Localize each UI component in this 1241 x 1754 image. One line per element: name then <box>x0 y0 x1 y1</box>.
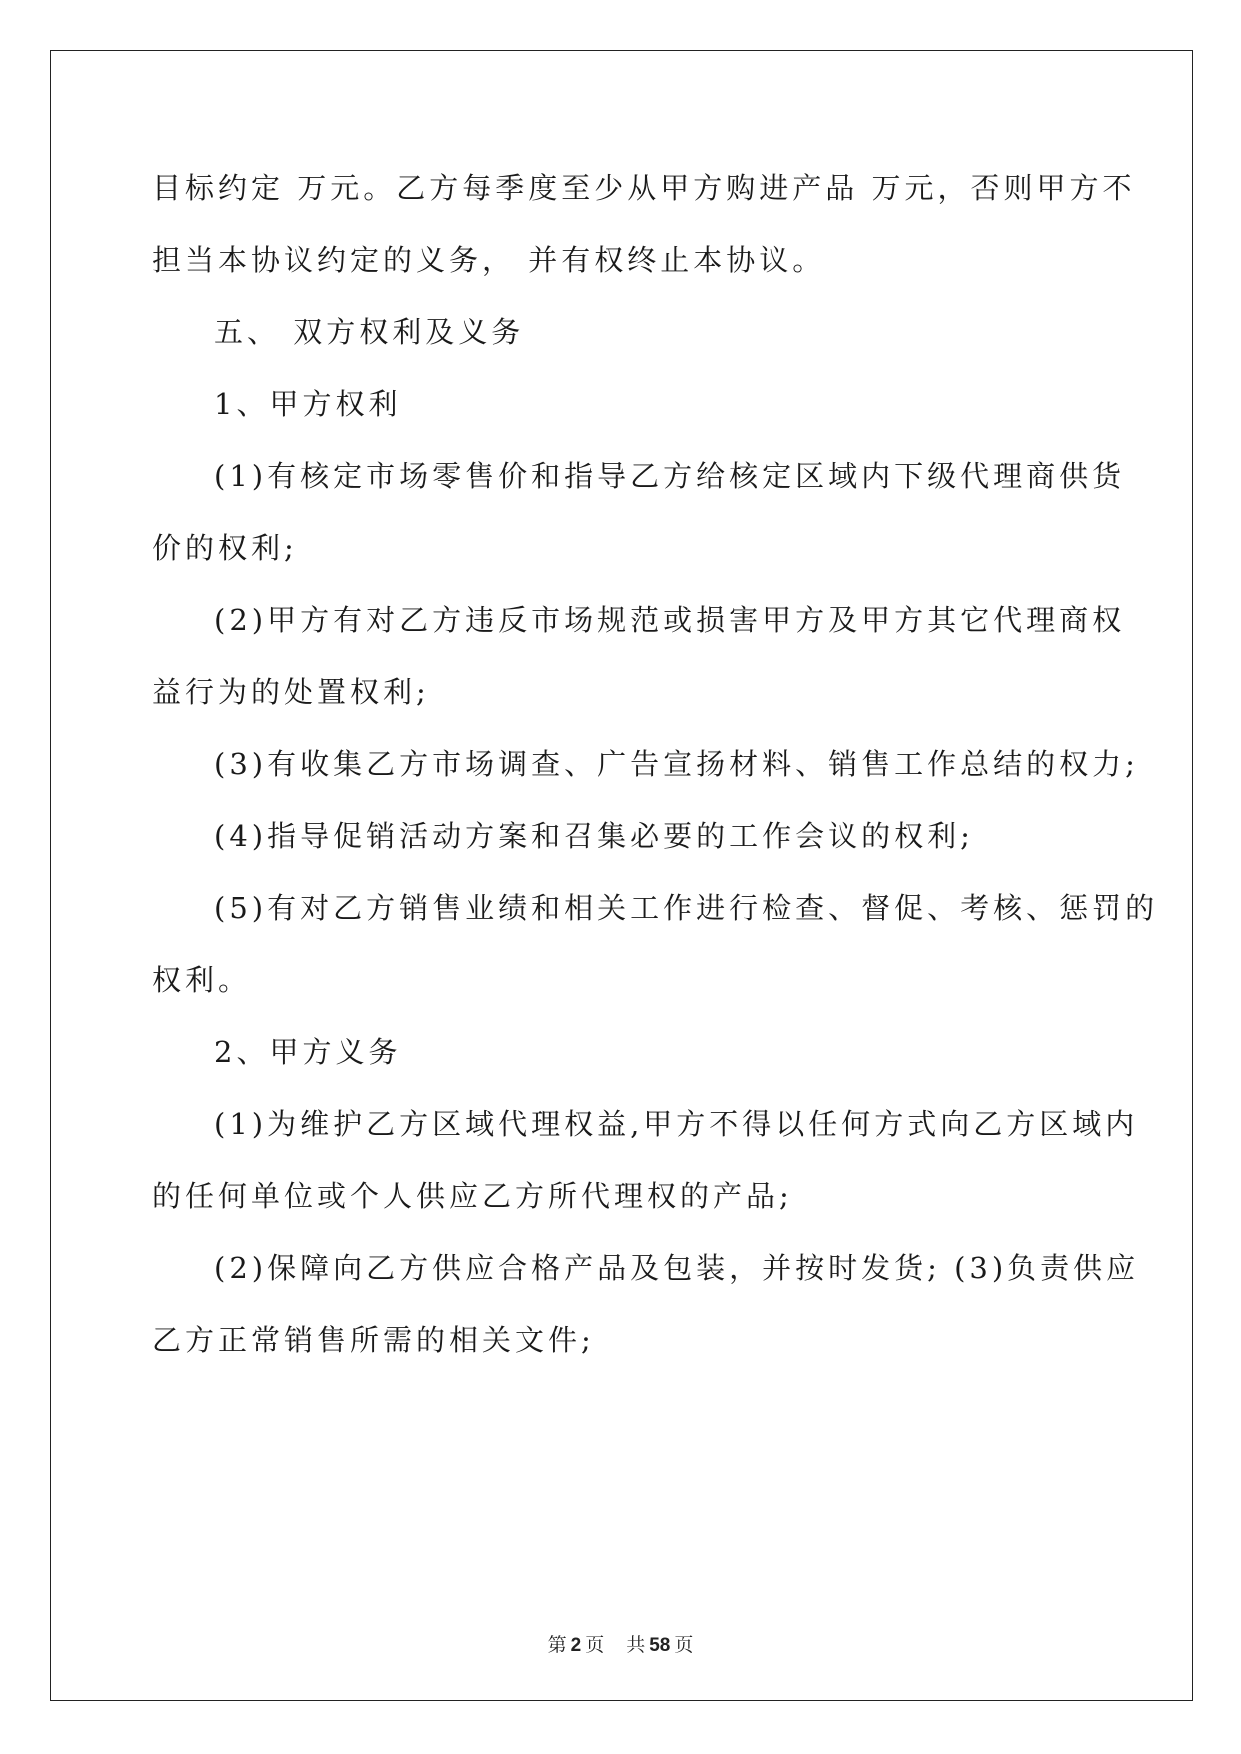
paragraph-line: 价的权利; <box>152 531 298 565</box>
subsection-heading: 2、甲方义务 <box>214 1035 402 1069</box>
paragraph-line: (4)指导促销活动方案和召集必要的工作会议的权利; <box>214 819 974 853</box>
paragraph-line: 的任何单位或个人供应乙方所代理权的产品; <box>152 1179 793 1213</box>
subsection-heading: 1、甲方权利 <box>214 387 402 421</box>
paragraph-line: 益行为的处置权利; <box>152 675 430 709</box>
footer-total-suffix: 页 <box>674 1635 694 1656</box>
paragraph-line: 权利。 <box>152 963 252 997</box>
page-border <box>50 50 1193 1701</box>
paragraph-line: (5)有对乙方销售业绩和相关工作进行检查、督促、考核、惩罚的 <box>214 891 1159 925</box>
paragraph-line: (3)有收集乙方市场调查、广告宣扬材料、销售工作总结的权力; <box>214 747 1139 781</box>
footer-page-suffix: 页 <box>585 1635 605 1656</box>
footer-total-prefix: 共 <box>626 1635 646 1656</box>
paragraph-line: 目标约定 万元。乙方每季度至少从甲方购进产品 万元，否则甲方不 <box>152 171 1136 205</box>
page-footer <box>0 1630 1241 1657</box>
paragraph-line: (1)有核定市场零售价和指导乙方给核定区域内下级代理商供货 <box>214 459 1126 493</box>
total-pages: 58 <box>649 1635 671 1656</box>
paragraph-line: 乙方正常销售所需的相关文件; <box>152 1323 595 1357</box>
paragraph-line: (1)为维护乙方区域代理权益,甲方不得以任何方式向乙方区域内 <box>214 1107 1139 1141</box>
paragraph-line: 担当本协议约定的义务， 并有权终止本协议。 <box>152 243 826 277</box>
paragraph-line: (2)甲方有对乙方违反市场规范或损害甲方及甲方其它代理商权 <box>214 603 1126 637</box>
paragraph-line: (2)保障向乙方供应合格产品及包装，并按时发货; (3)负责供应 <box>214 1251 1140 1285</box>
footer-prefix: 第 <box>547 1635 567 1656</box>
page-number: 2 <box>570 1635 582 1656</box>
section-heading: 五、 双方权利及义务 <box>214 315 525 349</box>
